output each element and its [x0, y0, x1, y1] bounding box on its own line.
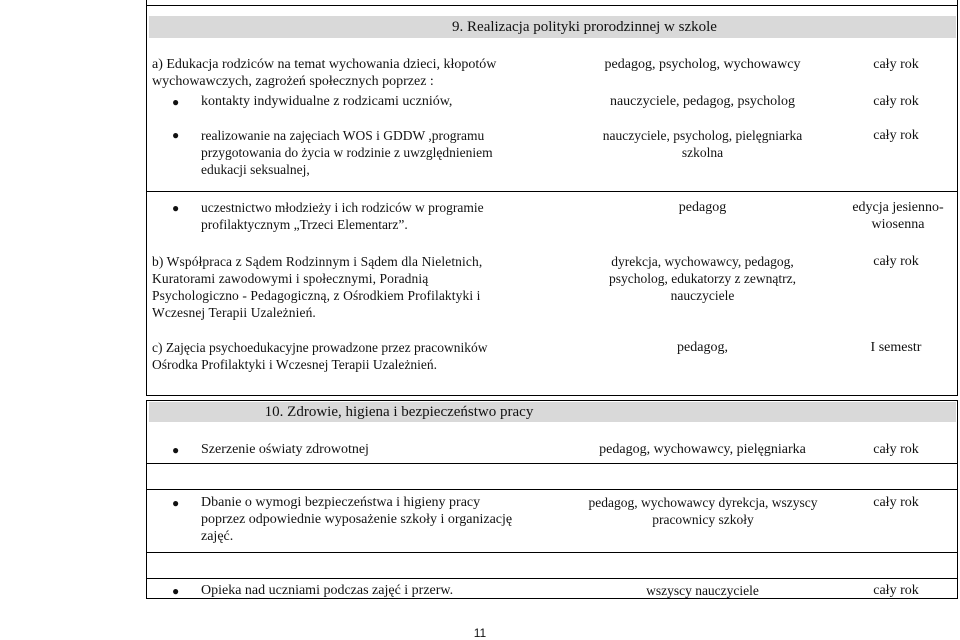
- list-item-text: kontakty indywidualne z rodzicami uczniów,: [201, 94, 453, 109]
- table-row-divider: [146, 552, 958, 553]
- list-item: [201, 199, 581, 233]
- table-right-border: [957, 0, 958, 396]
- section-9b-line: Wczesnej Terapii Uzależnień.: [152, 305, 316, 320]
- list-item-text: zajęć.: [201, 529, 234, 544]
- section-9b-who-line: dyrekcja, wychowawcy, pedagog,: [611, 254, 794, 269]
- section-9b-line: b) Współpraca z Sądem Rodzinnym i Sądem dla Nieletnich,: [152, 254, 483, 269]
- table-left-border: [146, 0, 147, 396]
- list-item: [201, 127, 581, 178]
- list-item-when: [840, 199, 956, 233]
- section-9b-line: Psychologiczno - Pedagogiczną, z Ośrodkiem Profilaktyki i: [152, 288, 481, 303]
- list-item-text: profilaktycznym „Trzeci Elementarz”.: [201, 217, 408, 232]
- list-item-when: cały rok: [873, 442, 919, 457]
- table-left-border: [146, 400, 147, 598]
- section-9a-heading-line: a) Edukacja rodziców na temat wychowania dzieci, kłopotów: [152, 57, 497, 72]
- list-item-who-line: pracownicy szkoły: [652, 512, 754, 527]
- section-9a-when: cały rok: [873, 57, 919, 72]
- section-9b-text: [152, 253, 572, 321]
- section-9c-text: [152, 339, 572, 373]
- list-item-text: uczestnictwo młodzieży i ich rodziców w programie: [201, 200, 484, 215]
- table-bottom-border: [146, 598, 958, 599]
- section-10-title: 10. Zdrowie, higiena i bezpieczeństwo pracy: [264, 404, 534, 420]
- section-9b-who-line: nauczyciele: [670, 288, 735, 303]
- list-item-who: nauczyciele, pedagog, psycholog: [609, 94, 796, 109]
- list-item-who-line: szkolna: [681, 145, 724, 160]
- table-bottom-border: [146, 395, 958, 396]
- list-item: [201, 441, 571, 458]
- section-9c-line: c) Zajęcia psychoedukacyjne prowadzone przez pracowników: [152, 340, 488, 355]
- table-row-divider: [146, 578, 958, 579]
- section-9c-when: I semestr: [870, 340, 922, 355]
- bullet-dot-icon: ●: [172, 443, 180, 457]
- list-item-who-line: nauczyciele, psycholog, pielęgniarka: [602, 128, 803, 143]
- list-item-text: poprzez odpowiednie wyposażenie szkoły i organizację: [201, 512, 513, 527]
- section-9b-line: Kuratorami zawodowymi i społecznymi, Poradnią: [152, 271, 429, 286]
- table-top-border: [146, 400, 958, 401]
- page-number: 11: [473, 626, 487, 640]
- list-item-text: przygotowania do życia w rodzinie z uwzględnieniem: [201, 145, 493, 160]
- list-item-text: realizowanie na zajęciach WOS i GDDW ,programu: [201, 128, 485, 143]
- list-item-who: wszyscy nauczyciele: [646, 583, 759, 598]
- list-item: [201, 93, 581, 110]
- table-right-border: [957, 400, 958, 598]
- bullet-dot-icon: ●: [172, 128, 180, 142]
- table-top-border: [146, 5, 958, 6]
- section-9b-who: [575, 253, 830, 304]
- section-9b-when: cały rok: [873, 254, 919, 269]
- list-item: [201, 494, 581, 545]
- bullet-dot-icon: ●: [172, 95, 180, 109]
- section-9c-who: pedagog,: [677, 340, 728, 355]
- list-item-text: Opieka nad uczniami podczas zajęć i przerw.: [201, 583, 454, 598]
- list-item-who: [575, 127, 830, 161]
- table-row-divider: [146, 191, 958, 192]
- list-item-text: Szerzenie oświaty zdrowotnej: [201, 442, 369, 457]
- bullet-dot-icon: ●: [172, 584, 180, 598]
- bullet-dot-icon: ●: [172, 496, 180, 510]
- bullet-dot-icon: ●: [172, 201, 180, 215]
- section-9a-who: pedagog, psycholog, wychowawcy: [604, 57, 801, 72]
- list-item-when: cały rok: [873, 583, 919, 598]
- list-item-when: cały rok: [873, 94, 919, 109]
- list-item-who-line: pedagog, wychowawcy dyrekcja, wszyscy: [588, 495, 818, 510]
- table-row-divider: [146, 489, 958, 490]
- list-item-text: edukacji seksualnej,: [201, 162, 310, 177]
- section-9b-who-line: psycholog, edukatorzy z zewnątrz,: [608, 271, 797, 286]
- list-item-when-line: wiosenna: [871, 217, 925, 232]
- table-row-divider: [146, 463, 958, 464]
- section-9c-line: Ośrodka Profilaktyki i Wczesnej Terapii Uzależnień.: [152, 357, 437, 372]
- list-item: [201, 582, 581, 599]
- section-9a-heading: [152, 56, 572, 90]
- list-item-when: cały rok: [873, 495, 919, 510]
- section-9-title: 9. Realizacja polityki prorodzinnej w szkole: [452, 19, 717, 35]
- list-item-who: pedagog, wychowawcy, pielęgniarka: [599, 442, 806, 457]
- section-9a-heading-line: wychowawczych, zagrożeń społecznych poprzez :: [152, 74, 434, 89]
- list-item-who: [572, 494, 834, 528]
- list-item-when-line: edycja jesienno-: [852, 200, 944, 215]
- list-item-text: Dbanie o wymogi bezpieczeństwa i higieny pracy: [201, 495, 481, 510]
- list-item-when: cały rok: [873, 128, 919, 143]
- list-item-who: pedagog: [678, 200, 727, 215]
